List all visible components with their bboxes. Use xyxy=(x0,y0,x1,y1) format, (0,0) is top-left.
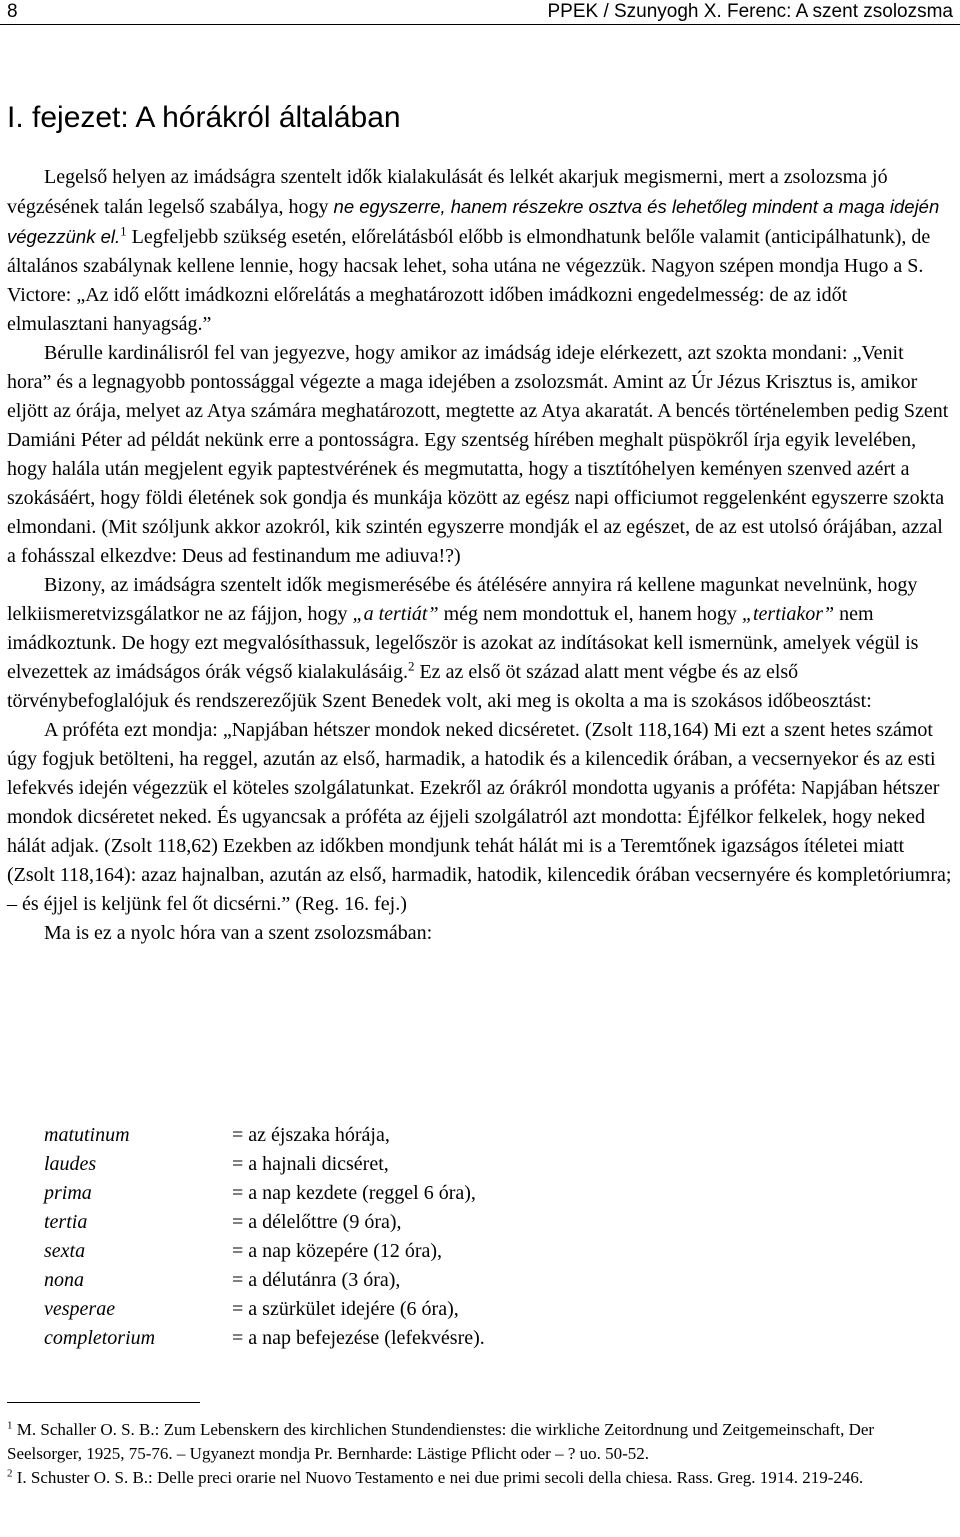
hour-description: = az éjszaka hórája, xyxy=(232,1124,390,1146)
paragraph-2-text: Bérulle kardinálisról fel van jegyezve, hogy amikor az imádság ideje elérkezett, azt szokta mondani: „Venit hora” és a legnagyobb pontossággal végezte a maga idejében a zsolozsmát. Amint az Úr Jézus Krisztus is, amikor eljött az órája, melyet az Atya számára meghatározott, megtette az Atya akaratát. A bencés történelemben pedig Szent Damiáni Péter ad példát nekünk erre a pontosságra. Egy szentség hírében meghalt püspökről írja egyik levelében, hogy halála után megjelent egyik paptestvérének és megmutatta, hogy a tisztítóhelyen keményen szenved azért a szokásáért, hogy földi életének sok gondja és munkája között az egész napi officiumot reggelenként egyszerre szokta elmondani. (Mit szóljunk akkor azokról, kik szintén egyszerre mondják el az egészet, de az est utolsó órájában, azzal a fohásszal elkezdve: Deus ad festinandum me adiuva!?) xyxy=(7,342,949,567)
hour-description: = a délelőttre (9 óra), xyxy=(232,1211,402,1233)
footnote-text: M. Schaller O. S. B.: Zum Lebenskern des kirchlichen Stundendienstes: die wirkliche Zeitordnung und Zeitgemeinschaft, Der Seelsorger, 1925, 75-76. – Ugyanezt mondja Pr. Bernharde: Lästige Pflicht oder – ? uo. 50-52. xyxy=(7,1420,875,1463)
hour-name: matutinum xyxy=(44,1124,130,1146)
chapter-title: I. fejezet: A hórákról általában xyxy=(7,101,401,134)
footnotes xyxy=(7,1418,953,1490)
body-text xyxy=(7,163,953,948)
hour-description: = a szürkület idejére (6 óra), xyxy=(232,1298,459,1320)
paragraph-1-emphasis: ne egyszerre, hanem részekre osztva és lehetőleg mindent a maga idején végezzünk el. xyxy=(7,196,940,247)
paragraph-3-text-e: nem imádkoztunk. De hogy ezt megvalósíthassuk, legelőször is azokat az indításokat kell ismernünk, amelyek végül is elvezettek az imádságos órák végső kialakulásáig. xyxy=(7,603,919,683)
footnote-text: I. Schuster O. S. B.: Delle preci orarie nel Nuovo Testamento e nei due primi secoli della chiesa. Rass. Greg. 1914. 219-246. xyxy=(12,1468,864,1487)
footnote-divider xyxy=(7,1402,200,1403)
hour-name: nona xyxy=(44,1269,84,1291)
paragraph-5: Ma is ez a nyolc hóra van a szent zsolozsmában: xyxy=(44,922,433,944)
hour-name: completorium xyxy=(44,1327,156,1349)
hour-name: vesperae xyxy=(44,1298,116,1320)
hour-name: tertia xyxy=(44,1211,88,1233)
hour-description: = a délutánra (3 óra), xyxy=(232,1269,401,1291)
page-number: 8 xyxy=(7,1,18,22)
paragraph-4: A próféta ezt mondja: „Napjában hétszer mondok neked dicséretet. (Zsolt 118,164) Mi ezt a szent hetes számot úgy fogjuk betölteni, ha reggel, azután az első, harmadik, a hatodik és a kilencedik órában, a vecsernyekor és az esti lefekvés idején végezzük el köteles szolgálatunkat. Ezekről az órákról mondotta ugyanis a próféta: Napjában hétszer mondok dicséretet neked. És ugyancsak a próféta az éjjeli szolgálatról azt mondotta: Éjfélkor felkelek, hogy neked hálát adjak. (Zsolt 118,62) Ezekben az időkben mondjunk tehát hálát mi is a Teremtőnek igazságos ítéletei miatt (Zsolt 118,164): azaz hajnalban, azután az első, harmadik, hatodik, kilencedik órában vecsernyére és kompletóriumra; – és éjjel is keljünk fel őt dicsérni.” (Reg. 16. fej.) xyxy=(7,719,952,915)
paragraph-1-text-c: Legfeljebb szükség esetén, előrelátásból előbb is elmondhatunk belőle valamit (anticipálhatunk), de általános szabálynak kellene lennie, hogy hacsak lehet, soha utána ne végezzük. Nagyon szépen mondja Hugo a S. Victore: „Az idő előtt imádkozni előrelátás a meghatározott időben imádkozni engedelmesség: de az időt elmulasztani hanyagság.” xyxy=(7,226,931,335)
paragraph-3-text-c: még nem mondottuk el, hanem hogy xyxy=(438,603,742,625)
running-title: PPEK / Szunyogh X. Ferenc: A szent zsolozsma xyxy=(547,1,953,22)
footnote-ref-1[interactable]: 1 xyxy=(120,223,127,239)
hour-description: = a nap kezdete (reggel 6 óra), xyxy=(232,1182,476,1204)
hour-description: = a hajnali dicséret, xyxy=(232,1153,389,1175)
paragraph-3-emphasis-tertiakor: „tertiakor” xyxy=(741,603,835,625)
paragraph-3-emphasis-tertiat: „a tertiát” xyxy=(352,603,439,625)
footnote-ref-2[interactable]: 2 xyxy=(407,658,415,674)
hour-description: = a nap befejezése (lefekvésre). xyxy=(232,1327,485,1349)
hour-name: laudes xyxy=(44,1153,97,1175)
hour-description: = a nap közepére (12 óra), xyxy=(232,1240,443,1262)
footnote-number: 1 xyxy=(7,1419,13,1432)
hour-name: sexta xyxy=(44,1240,86,1262)
footnote-number: 2 xyxy=(7,1467,13,1480)
paragraph-3 xyxy=(7,571,953,716)
footnote-1 xyxy=(7,1418,953,1466)
hour-name: prima xyxy=(44,1182,92,1204)
paragraph-2 xyxy=(7,339,953,571)
paragraph-3-text-f: Ez az első öt század alatt ment végbe és az első törvénybefoglalójuk és rendszerezőjük Szent Benedek volt, aki meg is okolta a ma is szokásos időbeosztást: xyxy=(7,661,872,712)
paragraph-3-text-a: Bizony, az imádságra szentelt idők megismerésébe és átélésére annyira rá kellene magunkat nevelnünk, hogy lelkiismeretvizsgálatkor ne az fájjon, hogy xyxy=(7,574,918,625)
paragraph-1 xyxy=(7,163,953,339)
paragraph-1-text-a: Legelső helyen az imádságra szentelt idők kialakulását és lelkét akarjuk megismerni, mert a zsolozsma jó végzésének talán legelső szabálya, hogy xyxy=(7,166,888,218)
page-header xyxy=(0,0,960,25)
footnote-2 xyxy=(7,1466,953,1490)
